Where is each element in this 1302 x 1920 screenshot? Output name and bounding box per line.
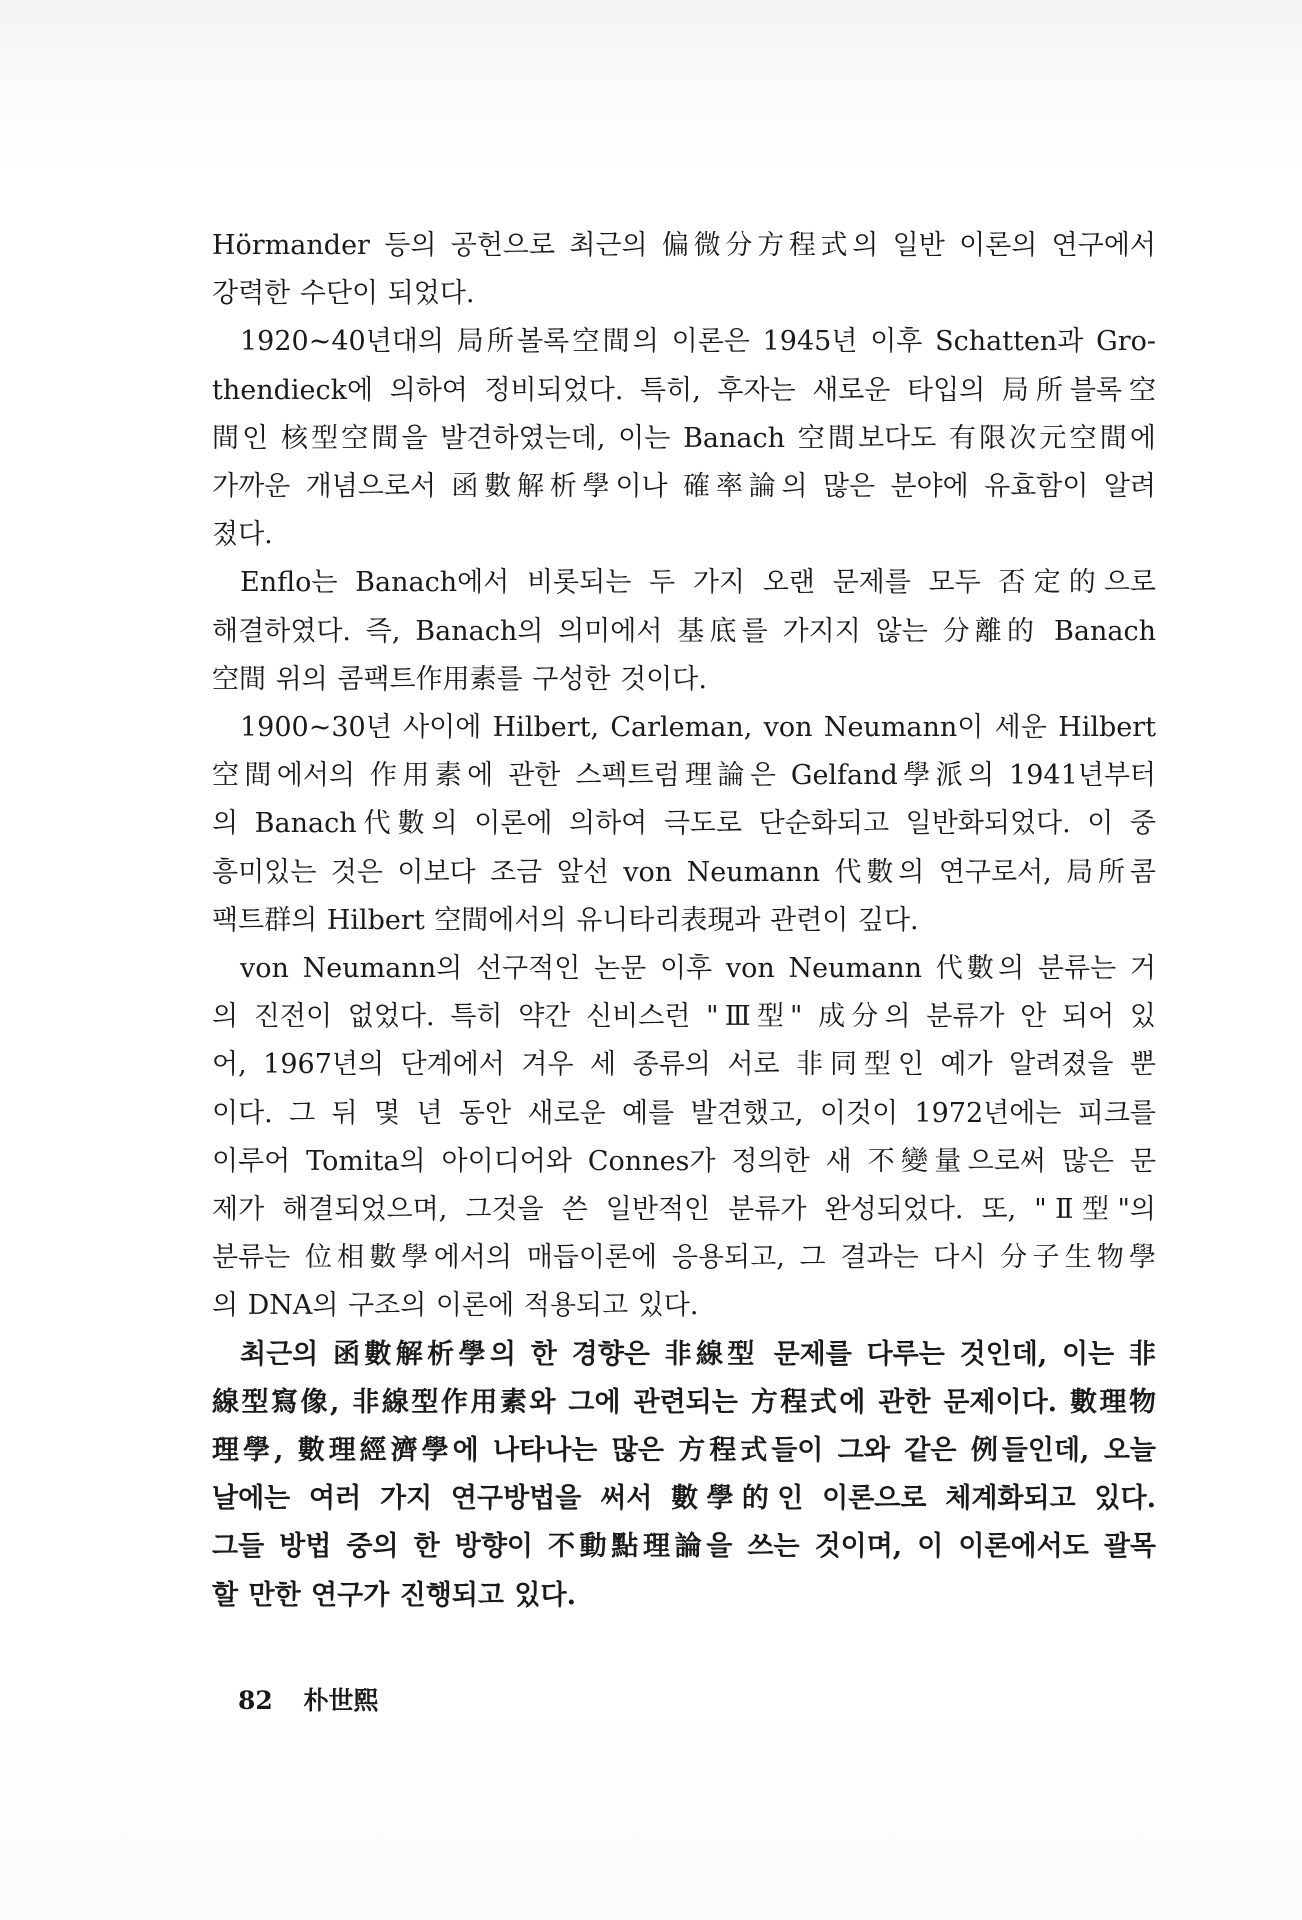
text-line: 線型寫像, 非線型作用素와 그에 관련되는 方程式에 관한 문제이다. 數理物 <box>212 1386 1156 1418</box>
paragraph-4 <box>212 704 1156 945</box>
text-line: 팩트群의 Hilbert 空間에서의 유니타리表現과 관련이 깊다. <box>212 904 919 936</box>
text-line: 최근의 函數解析學의 한 경향은 非線型 문제를 다루는 것인데, 이는 非 <box>240 1338 1156 1370</box>
text-line: 의 DNA의 구조의 이론에 적용되고 있다. <box>212 1290 699 1322</box>
text-line: 분류는 位相數學에서의 매듭이론에 응용되고, 그 결과는 다시 分子生物學 <box>212 1242 1156 1274</box>
paragraph-3 <box>212 559 1156 704</box>
text-line: 空間 위의 콤팩트作用素를 구성한 것이다. <box>212 663 707 695</box>
text-line: thendieck에 의하여 정비되었다. 특히, 후자는 새로운 타입의 局所블록空 <box>212 374 1156 406</box>
running-author: 朴世熙 <box>303 1686 379 1715</box>
paragraph-5 <box>212 945 1156 1331</box>
text-line: 理學, 數理經濟學에 나타나는 많은 方程式들이 그와 같은 例들인데, 오늘 <box>212 1435 1156 1467</box>
paragraph-1 <box>212 222 1156 318</box>
text-line: 졌다. <box>212 519 273 551</box>
text-line: 이루어 Tomita의 아이디어와 Connes가 정의한 새 不變量으로써 많은 문 <box>212 1145 1156 1177</box>
text-line: Hörmander 등의 공헌으로 최근의 偏微分方程式의 일반 이론의 연구에서 <box>212 230 1156 261</box>
text-line: 의 Banach代數의 이론에 의하여 극도로 단순화되고 일반화되었다. 이 중 <box>212 808 1156 840</box>
text-line: 가까운 개념으로서 函數解析學이나 確率論의 많은 분야에 유효함이 알려 <box>212 471 1156 503</box>
text-line: 할 만한 연구가 진행되고 있다. <box>212 1579 576 1611</box>
text-line: 그들 방법 중의 한 방향이 不動點理論을 쓰는 것이며, 이 이론에서도 괄목 <box>212 1531 1156 1563</box>
text-line: 해결하였다. 즉, Banach의 의미에서 基底를 가지지 않는 分離的 Banach <box>212 615 1156 647</box>
paragraph-6 <box>212 1331 1156 1620</box>
body-text <box>212 222 1156 1620</box>
page-footer <box>238 1681 379 1717</box>
page-number: 82 <box>238 1686 273 1715</box>
paragraph-2 <box>212 318 1156 559</box>
text-line: von Neumann의 선구적인 논문 이후 von Neumann 代數의 분류는 거 <box>240 953 1156 985</box>
text-line: 1920~40년대의 局所볼록空間의 이론은 1945년 이후 Schatten과 Gro- <box>240 326 1156 358</box>
text-line: 이다. 그 뒤 몇 년 동안 새로운 예를 발견했고, 이것이 1972년에는 피크를 <box>212 1097 1156 1129</box>
text-line: 흥미있는 것은 이보다 조금 앞선 von Neumann 代數의 연구로서, 局所콤 <box>212 856 1156 888</box>
text-line: 날에는 여러 가지 연구방법을 써서 數學的인 이론으로 체계화되고 있다. <box>212 1483 1156 1515</box>
text-line: 空間에서의 作用素에 관한 스펙트럼理論은 Gelfand學派의 1941년부터 <box>212 760 1156 792</box>
text-line: 어, 1967년의 단계에서 겨우 세 종류의 서로 非同型인 예가 알려졌을 뿐 <box>212 1049 1156 1081</box>
text-line: Enflo는 Banach에서 비롯되는 두 가지 오랜 문제를 모두 否定的으로 <box>240 567 1156 599</box>
text-line: 間인 核型空間을 발견하였는데, 이는 Banach 空間보다도 有限次元空間에 <box>212 422 1156 454</box>
text-line: 1900~30년 사이에 Hilbert, Carleman, von Neumann이 세운 Hilbert <box>240 712 1156 744</box>
text-line: 강력한 수단이 되었다. <box>212 278 475 310</box>
text-line: 제가 해결되었으며, 그것을 쓴 일반적인 분류가 완성되었다. 또, "Ⅱ型"의 <box>212 1194 1156 1226</box>
text-line: 의 진전이 없었다. 특히 약간 신비스런 "Ⅲ型" 成分의 분류가 안 되어 있 <box>212 1001 1156 1033</box>
